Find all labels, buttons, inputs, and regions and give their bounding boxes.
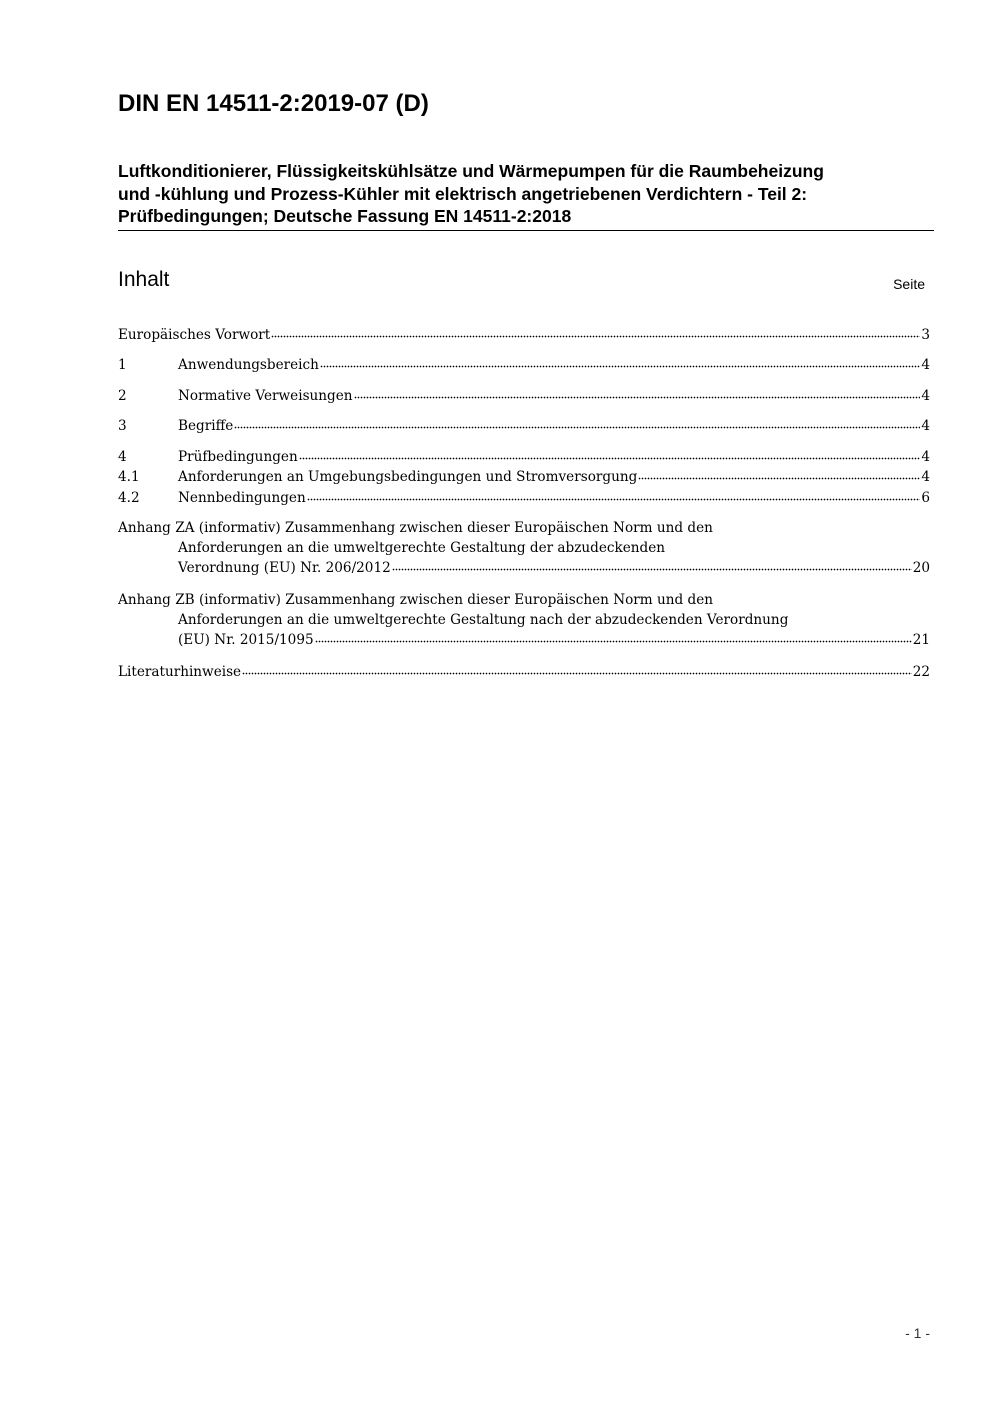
toc-leader-dots: [299, 457, 921, 460]
page-number: - 1 -: [905, 1325, 930, 1341]
toc-entry-number: 3: [118, 418, 127, 434]
toc-entry-text: Prüfbedingungen: [178, 449, 298, 465]
toc-entry-page: 20: [912, 560, 930, 576]
toc-leader-dots: [354, 396, 921, 399]
toc-entry-page: 4: [921, 449, 930, 465]
toc-leader-dots: [242, 672, 912, 675]
toc-entry-text: Anhang ZA (informativ) Zusammenhang zwischen dieser Europäischen Norm und den: [118, 520, 713, 536]
toc-entry-page: 21: [912, 632, 930, 648]
toc-entry-1[interactable]: [118, 355, 930, 375]
toc-entry-text: Literaturhinweise: [118, 664, 242, 680]
toc-entry-text: Normative Verweisungen: [178, 388, 353, 404]
toc-entry-text: Anwendungsbereich: [178, 357, 319, 373]
toc-entry-text: Anhang ZB (informativ) Zusammenhang zwischen dieser Europäischen Norm und den: [118, 592, 714, 608]
toc-entry-page: 4: [921, 418, 930, 434]
document-id: DIN EN 14511-2:2019-07 (D): [118, 90, 429, 117]
title-line: Prüfbedingungen; Deutsche Fassung EN 14511-2:2018: [118, 206, 572, 226]
toc-page-column-label: Seite: [893, 276, 925, 292]
toc-entry-number: 4.2: [118, 490, 140, 506]
toc-entry-bibliography[interactable]: [118, 662, 930, 682]
toc-entry-text-continued: (EU) Nr. 2015/1095: [178, 632, 314, 648]
toc-entry-text: Begriffe: [178, 418, 234, 434]
toc-leader-dots: [234, 426, 920, 429]
toc-entry-3[interactable]: [118, 416, 930, 436]
toc-heading: Inhalt: [118, 268, 170, 291]
toc-leader-dots: [271, 335, 920, 338]
toc-entry-4-1[interactable]: [118, 467, 930, 487]
toc-entry-number: 2: [118, 388, 127, 404]
toc-entry-text-continued: Anforderungen an die umweltgerechte Gestaltung der abzudeckenden: [178, 540, 666, 556]
title-line: und -kühlung und Prozess-Kühler mit elektrisch angetriebenen Verdichtern - Teil 2:: [118, 183, 808, 204]
toc-entry-2[interactable]: [118, 386, 930, 406]
toc-entry-page: 4: [921, 469, 930, 485]
toc-entry-page: 22: [912, 664, 930, 680]
toc-entry-number: 4.1: [118, 469, 140, 485]
toc-entry-text-continued: Anforderungen an die umweltgerechte Gestaltung nach der abzudeckenden Verordnung: [178, 612, 789, 628]
toc-entry-4[interactable]: [118, 447, 930, 467]
toc-entry-4-2[interactable]: [118, 488, 930, 508]
toc-entry-text-continued: Verordnung (EU) Nr. 206/2012: [178, 560, 391, 576]
toc-entry-number: 1: [118, 357, 127, 373]
toc-entry-vorwort[interactable]: [118, 325, 930, 345]
toc-leader-dots: [392, 568, 912, 571]
toc-entry-page: 4: [921, 357, 930, 373]
toc-entry-page: 6: [921, 490, 930, 506]
toc-entry-annex-za[interactable]: [118, 518, 930, 578]
toc-entry-text: Anforderungen an Umgebungsbedingungen und Stromversorgung: [178, 469, 638, 485]
toc-leader-dots: [638, 477, 920, 480]
toc-leader-dots: [307, 498, 921, 501]
toc-entry-page: 3: [921, 327, 930, 343]
toc-leader-dots: [320, 365, 920, 368]
toc-entry-number: 4: [118, 449, 127, 465]
toc-entry-page: 4: [921, 388, 930, 404]
toc-entry-annex-zb[interactable]: [118, 590, 930, 650]
toc-entry-text: Nennbedingungen: [178, 490, 306, 506]
document-title: [118, 160, 934, 231]
title-line: Luftkonditionierer, Flüssigkeitskühlsätze und Wärmepumpen für die Raumbeheizung: [118, 161, 824, 181]
toc-leader-dots: [315, 640, 912, 643]
toc-entry-text: Europäisches Vorwort: [118, 327, 271, 343]
